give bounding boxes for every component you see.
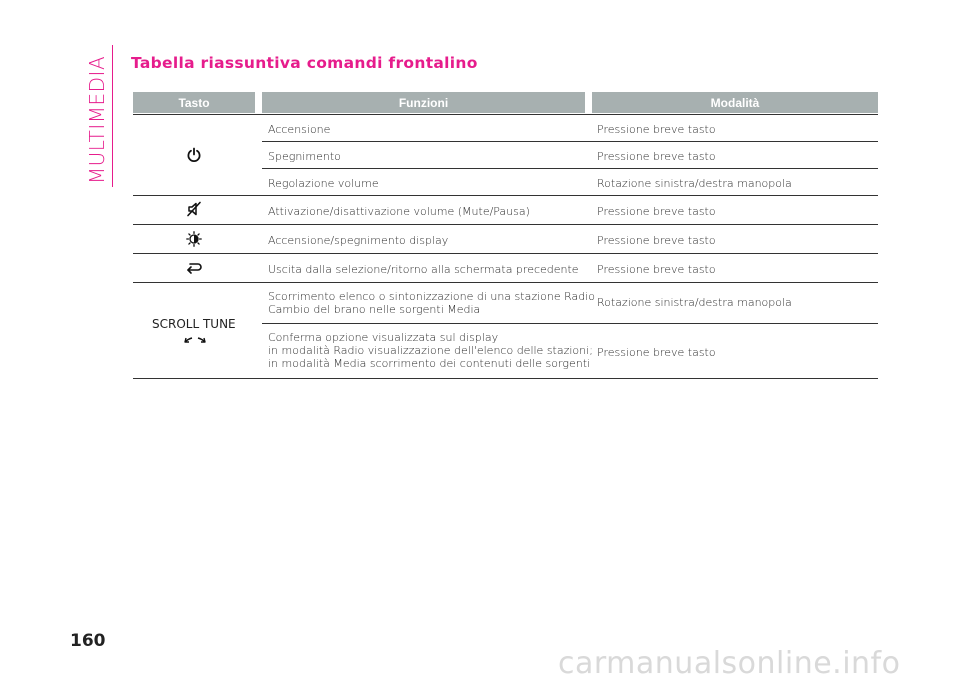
row-divider [133,195,878,196]
row-funzione-line: in modalità Radio visualizzazione dell'elenco delle stazioni; [268,344,593,357]
row-modalita: Pressione breve tasto [597,234,716,247]
header-funzioni: Funzioni [262,92,585,113]
row-funzione-line: in modalità Media scorrimento dei contenuti delle sorgenti [268,357,591,370]
row-funzione-line: Scorrimento elenco o sintonizzazione di una stazione Radio [268,290,596,303]
row-modalita: Pressione breve tasto [597,346,716,359]
row-funzione-line: Conferma opzione visualizzata sul display [268,331,499,344]
back-arrow-icon [186,260,202,276]
scroll-tune-label: SCROLL TUNE [152,317,236,331]
row-divider [262,141,878,142]
row-divider [262,323,878,324]
row-funzione: Accensione [268,123,331,136]
header-modalita: Modalità [592,92,878,113]
row-divider [133,282,878,283]
row-modalita: Pressione breve tasto [597,263,716,276]
page-number: 160 [70,631,106,651]
mute-icon [186,201,202,217]
row-divider [133,253,878,254]
rotate-arrows-icon [184,333,206,345]
row-modalita: Rotazione sinistra/destra manopola [597,177,792,190]
section-tab [82,52,112,187]
row-divider [133,378,878,379]
row-funzione [268,290,595,316]
watermark: carmanualsonline.info [558,646,901,681]
row-modalita: Pressione breve tasto [597,150,716,163]
section-tab-label: MULTIMEDIA [85,55,109,184]
row-modalita: Pressione breve tasto [597,205,716,218]
row-funzione: Regolazione volume [268,177,379,190]
row-divider [133,224,878,225]
row-funzione [268,331,593,370]
row-funzione: Accensione/spegnimento display [268,234,449,247]
row-funzione: Spegnimento [268,150,341,163]
power-icon [186,147,202,163]
row-funzione: Attivazione/disattivazione volume (Mute/Pausa) [268,205,530,218]
header-tasto: Tasto [133,92,255,113]
row-divider [262,168,878,169]
display-brightness-icon [186,231,202,247]
row-modalita: Pressione breve tasto [597,123,716,136]
row-funzione-line: Cambio del brano nelle sorgenti Media [268,303,481,316]
row-funzione: Uscita dalla selezione/ritorno alla schermata precedente [268,263,579,276]
section-divider [112,45,113,187]
row-divider [133,114,878,115]
row-modalita: Rotazione sinistra/destra manopola [597,296,792,309]
page-title: Tabella riassuntiva comandi frontalino [131,54,478,72]
